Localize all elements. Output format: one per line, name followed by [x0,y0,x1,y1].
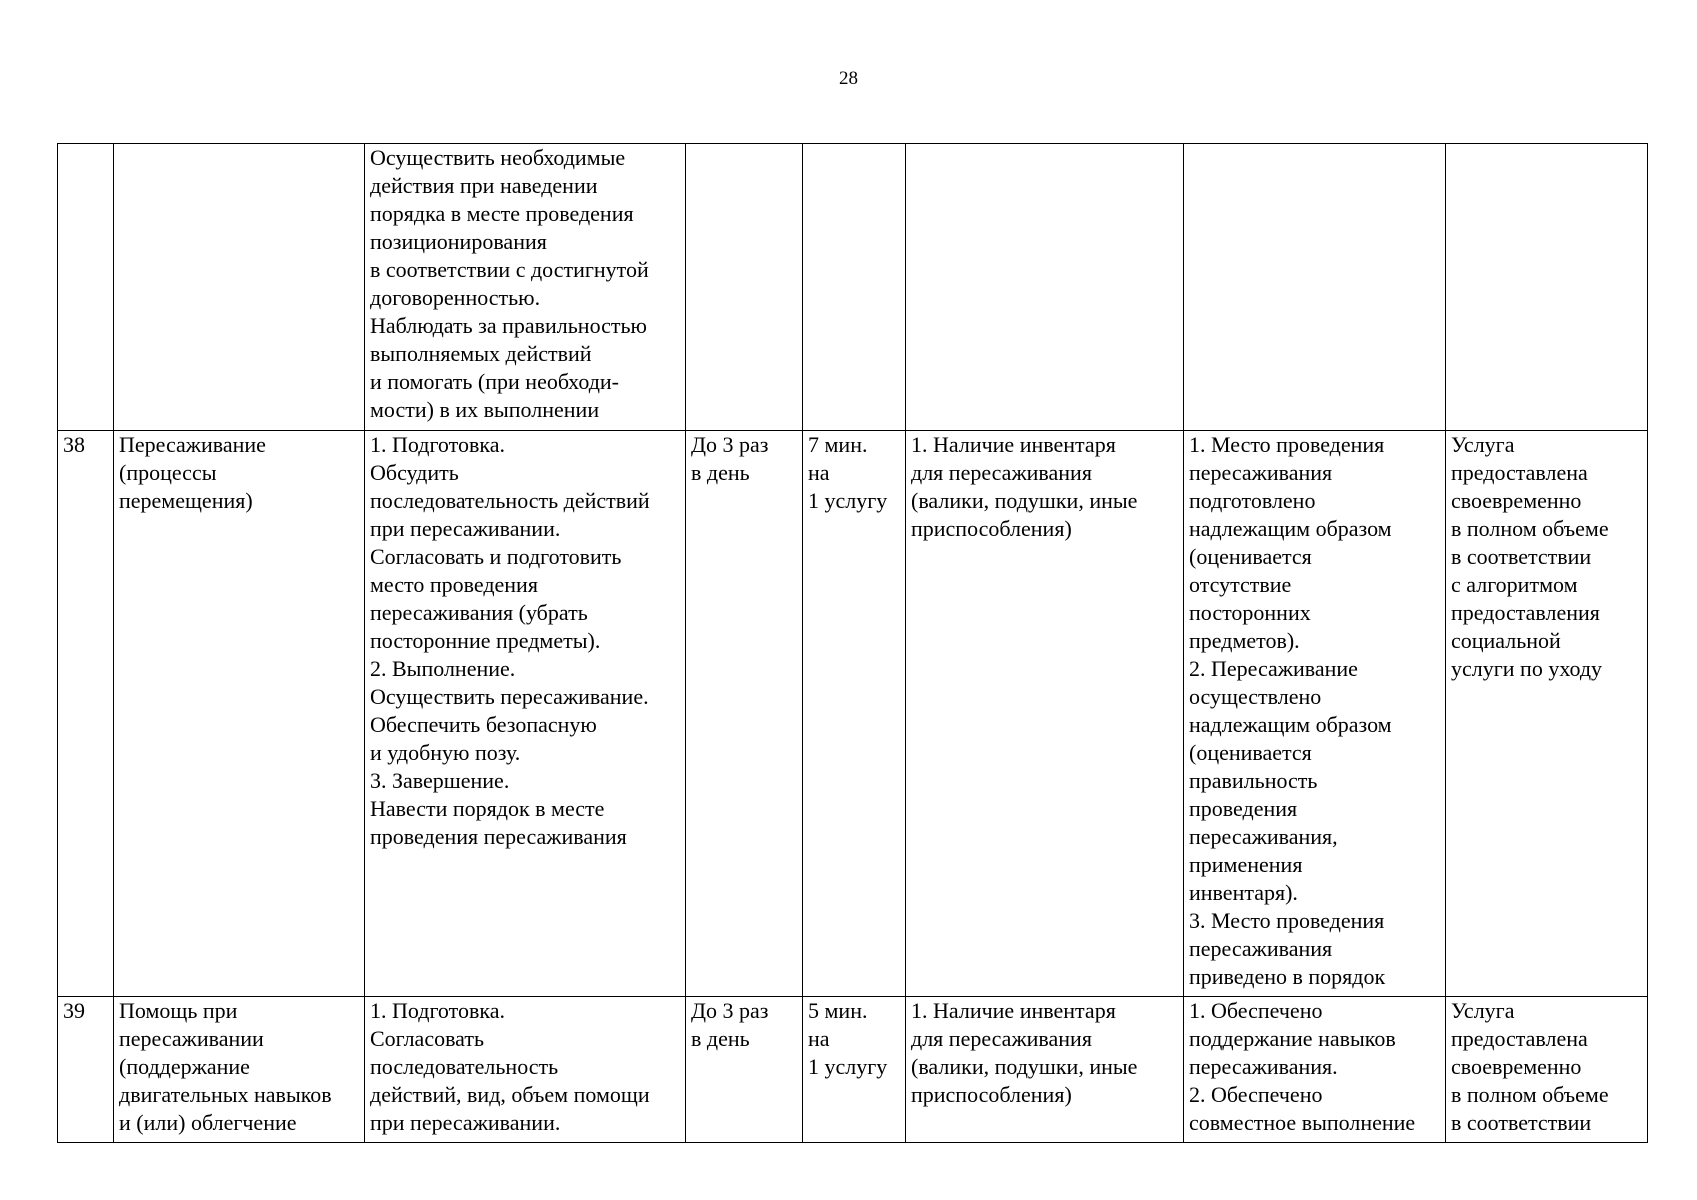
conditions-cell [906,431,1184,997]
cell-text-line: приспособления) [911,1082,1072,1107]
cell-text-line: для пересаживания [911,1026,1092,1051]
frequency-cell [686,431,803,997]
cell-text-line: в день [691,1026,750,1051]
time-norm-cell [803,431,906,997]
cell-text-line: в соответствии с достигнутой [370,257,649,282]
cell-text-line: приведено в порядок [1189,964,1386,989]
cell-text-line: услуги по уходу [1451,656,1603,681]
cell-text-line: поддержание навыков [1189,1026,1396,1051]
cell-text-line: Осуществить необходимые [370,145,626,170]
cell-text-line: и (или) облегчение [119,1110,297,1135]
cell-text-line: перемещения) [119,488,253,513]
cell-text-line: в соответствии [1451,544,1592,569]
cell-text-line: 2. Пересаживание [1189,656,1358,681]
cell-text-line: порядка в месте проведения [370,201,634,226]
cell-text-line: предоставлена [1451,1026,1588,1051]
result-cell [1446,431,1648,997]
cell-text-line: Услуга [1451,998,1515,1023]
cell-text-line: пересаживания. [1189,1054,1338,1079]
cell-text-line: социальной [1451,628,1561,653]
cell-text-line: Согласовать [370,1026,485,1051]
cell-text-line: отсутствие [1189,572,1292,597]
cell-text-line: 1. Подготовка. [370,432,505,457]
result-cell [1446,997,1648,1143]
cell-text-line: договоренностью. [370,285,541,310]
result-cell [1446,144,1648,431]
cell-text-line: Обеспечить безопасную [370,712,597,737]
time-norm-cell [803,144,906,431]
cell-text-line: на [808,460,830,485]
cell-text-line: (поддержание [119,1054,250,1079]
cell-text-line: 1 услугу [808,1054,888,1079]
cell-text-line: предоставления [1451,600,1600,625]
cell-text-line: при пересаживании. [370,1110,561,1135]
table-body [58,144,1648,1143]
cell-text-line: позиционирования [370,229,547,254]
cell-text-line: предметов). [1189,628,1300,653]
cell-text-line: в соответствии [1451,1110,1592,1135]
cell-text-line: Наблюдать за правильностью [370,313,647,338]
cell-text-line: До 3 раз [691,432,769,457]
cell-text-line: для пересаживания [911,460,1092,485]
cell-text-line: Помощь при [119,998,238,1023]
cell-text-line: применения [1189,852,1303,877]
cell-text-line: пересаживания [1189,460,1333,485]
cell-text-line: правильность [1189,768,1318,793]
cell-text-line: и помогать (при необходи- [370,369,620,394]
cell-text-line: место проведения [370,572,538,597]
cell-text-line: пересаживании [119,1026,264,1051]
frequency-cell [686,997,803,1143]
cell-text-line: своевременно [1451,1054,1582,1079]
frequency-cell [686,144,803,431]
cell-text-line: при пересаживании. [370,516,561,541]
cell-text-line: приспособления) [911,516,1072,541]
cell-text-line: последовательность действий [370,488,650,513]
cell-text-line: в день [691,460,750,485]
cell-text-line: подготовлено [1189,488,1316,513]
table-row [58,997,1648,1143]
cell-text-line: мости) в их выполнении [370,397,600,422]
cell-text-line: Навести порядок в месте [370,796,605,821]
cell-text-line: в полном объеме [1451,1082,1609,1107]
cell-text-line: 1. Подготовка. [370,998,505,1023]
cell-text-line: 3. Завершение. [370,768,510,793]
row-number-cell: 38 [58,431,114,997]
actions-cell [365,431,686,997]
cell-text-line: (валики, подушки, иные [911,1054,1138,1079]
cell-text-line: 1. Наличие инвентаря [911,998,1116,1023]
cell-text-line: 1. Наличие инвентаря [911,432,1116,457]
cell-text-line: 1 услугу [808,488,888,513]
cell-text-line: пересаживания (убрать [370,600,588,625]
cell-text-line: совместное выполнение [1189,1110,1416,1135]
cell-text-line: (оценивается [1189,740,1312,765]
cell-text-line: двигательных навыков [119,1082,332,1107]
quality-indicators-cell [1184,144,1446,431]
services-table [57,143,1648,1143]
service-name-cell [114,997,365,1143]
cell-text-line: в полном объеме [1451,516,1609,541]
cell-text-line: Осуществить пересаживание. [370,684,649,709]
cell-text-line: выполняемых действий [370,341,592,366]
cell-text-line: 2. Обеспечено [1189,1082,1323,1107]
cell-text-line: (процессы [119,460,217,485]
cell-text-line: (валики, подушки, иные [911,488,1138,513]
row-number-cell [58,144,114,431]
service-name-cell [114,431,365,997]
cell-text-line: 1. Место проведения [1189,432,1385,457]
cell-text-line: пересаживания, [1189,824,1338,849]
cell-text-line: инвентаря). [1189,880,1298,905]
table-row [58,431,1648,997]
cell-text-line: предоставлена [1451,460,1588,485]
table-row [58,144,1648,431]
cell-text-line: на [808,1026,830,1051]
cell-text-line: 5 мин. [808,998,868,1023]
cell-text-line: (оценивается [1189,544,1312,569]
cell-text-line: 1. Обеспечено [1189,998,1323,1023]
quality-indicators-cell [1184,431,1446,997]
cell-text-line: осуществлено [1189,684,1322,709]
cell-text-line: 3. Место проведения [1189,908,1385,933]
cell-text-line: и удобную позу. [370,740,521,765]
actions-cell [365,144,686,431]
cell-text-line: проведения [1189,796,1298,821]
service-name-cell [114,144,365,431]
cell-text-line: действий, вид, объем помощи [370,1082,650,1107]
time-norm-cell [803,997,906,1143]
page-number: 28 [839,68,858,89]
cell-text-line: пересаживания [1189,936,1333,961]
cell-text-line: Согласовать и подготовить [370,544,622,569]
cell-text-line: Обсудить [370,460,459,485]
conditions-cell [906,997,1184,1143]
cell-text-line: посторонних [1189,600,1311,625]
cell-text-line: последовательность [370,1054,559,1079]
row-number-cell: 39 [58,997,114,1143]
cell-text-line: 2. Выполнение. [370,656,516,681]
quality-indicators-cell [1184,997,1446,1143]
cell-text-line: действия при наведении [370,173,598,198]
cell-text-line: надлежащим образом [1189,516,1392,541]
cell-text-line: Услуга [1451,432,1515,457]
cell-text-line: проведения пересаживания [370,824,627,849]
cell-text-line: 7 мин. [808,432,868,457]
actions-cell [365,997,686,1143]
cell-text-line: Пересаживание [119,432,266,457]
cell-text-line: До 3 раз [691,998,769,1023]
conditions-cell [906,144,1184,431]
cell-text-line: своевременно [1451,488,1582,513]
cell-text-line: надлежащим образом [1189,712,1392,737]
cell-text-line: посторонние предметы). [370,628,601,653]
cell-text-line: с алгоритмом [1451,572,1578,597]
